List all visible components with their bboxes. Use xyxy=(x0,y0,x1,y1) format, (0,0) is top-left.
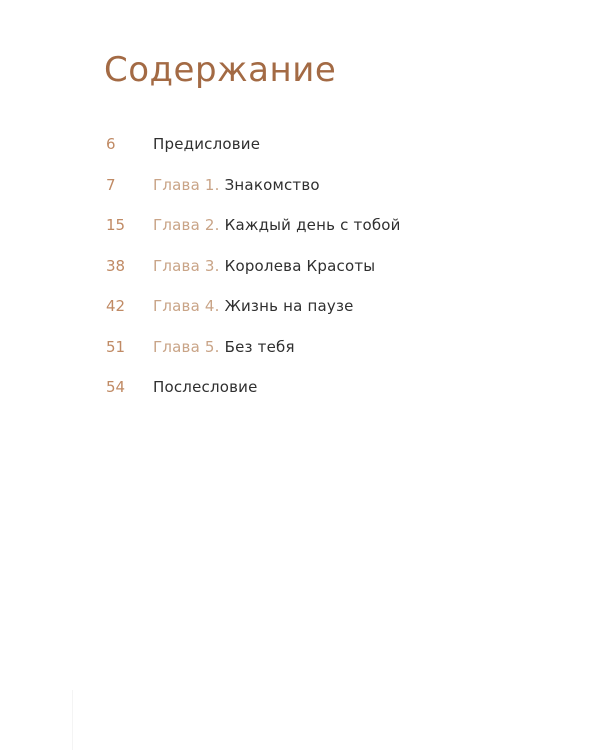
toc-entry-title: Жизнь на паузе xyxy=(224,297,354,315)
toc-entry-text xyxy=(153,378,258,396)
toc-entry-afterword[interactable] xyxy=(0,373,600,403)
toc-entry-title: Без тебя xyxy=(224,338,295,356)
page-edge-divider xyxy=(72,690,73,750)
toc-page-number: 54 xyxy=(106,378,126,396)
toc-page-number: 51 xyxy=(106,338,126,356)
toc-entry-text xyxy=(153,216,401,234)
toc-chapter-label: Глава 1. xyxy=(153,176,220,194)
toc-page-number: 38 xyxy=(106,257,126,275)
toc-chapter-label: Глава 5. xyxy=(153,338,220,356)
toc-entry-title: Знакомство xyxy=(224,176,320,194)
toc-entry-chapter-5[interactable] xyxy=(0,333,600,363)
toc-entry-title: Послесловие xyxy=(153,378,258,396)
toc-page-number: 15 xyxy=(106,216,126,234)
toc-entry-text xyxy=(153,297,354,315)
page-title: Содержание xyxy=(104,50,337,90)
toc-entry-text xyxy=(153,135,260,153)
toc-page-number: 7 xyxy=(106,176,116,194)
toc-entry-chapter-1[interactable] xyxy=(0,171,600,201)
toc-entry-title: Каждый день с тобой xyxy=(224,216,401,234)
toc-entry-text xyxy=(153,257,375,275)
toc-chapter-label: Глава 2. xyxy=(153,216,220,234)
toc-entry-preface[interactable] xyxy=(0,130,600,160)
toc-page-number: 6 xyxy=(106,135,116,153)
toc-page-number: 42 xyxy=(106,297,126,315)
toc-chapter-label: Глава 4. xyxy=(153,297,220,315)
toc-chapter-label: Глава 3. xyxy=(153,257,220,275)
toc-entry-chapter-2[interactable] xyxy=(0,211,600,241)
toc-entry-text xyxy=(153,338,295,356)
toc-entry-text xyxy=(153,176,320,194)
toc-entry-title: Предисловие xyxy=(153,135,261,153)
toc-entry-chapter-4[interactable] xyxy=(0,292,600,322)
toc-entry-chapter-3[interactable] xyxy=(0,252,600,282)
toc-entry-title: Королева Красоты xyxy=(224,257,376,275)
